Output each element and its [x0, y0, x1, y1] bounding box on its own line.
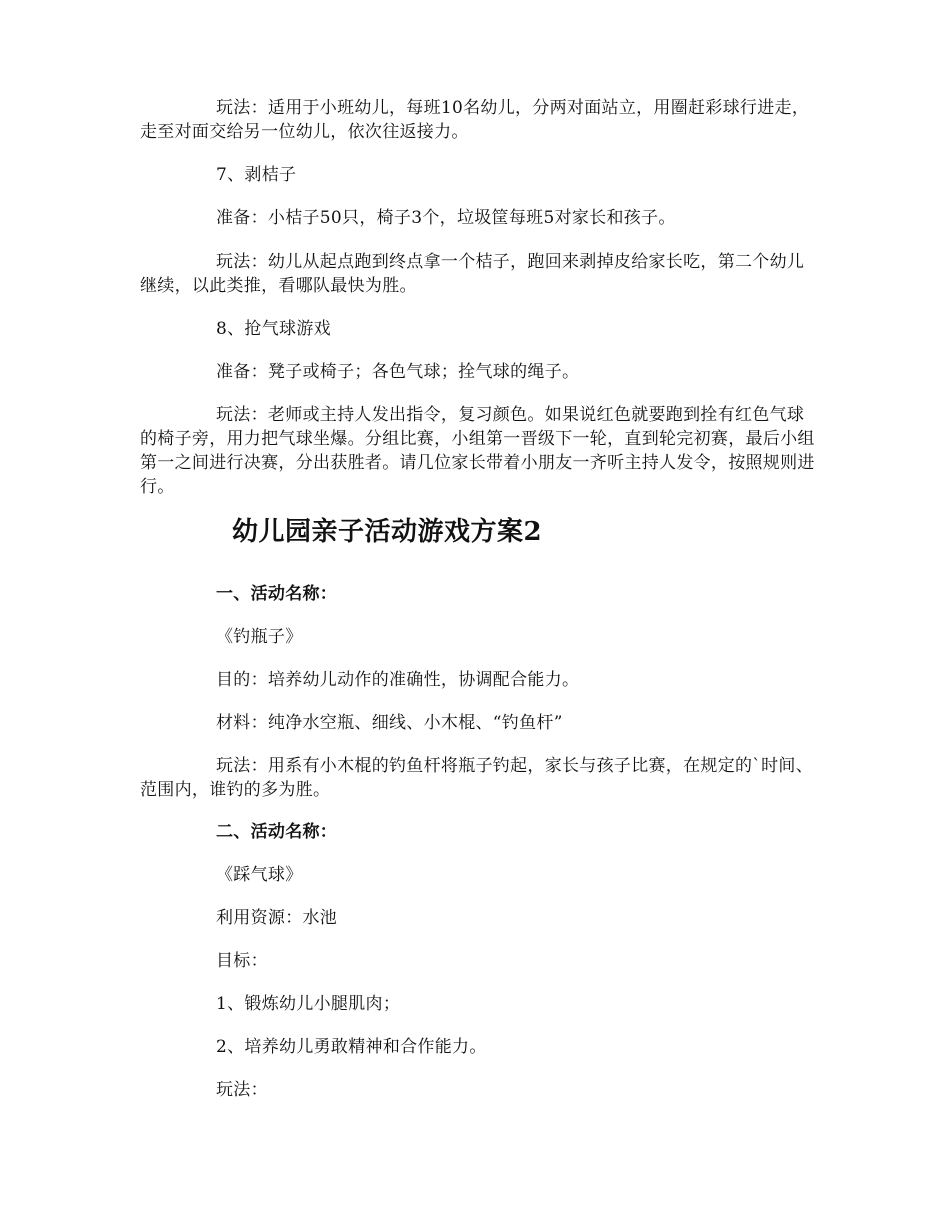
activity2-resource: 利用资源：水池: [216, 908, 338, 928]
section-title: 幼儿园亲子活动游戏方案2: [232, 517, 543, 547]
paragraph-relay-rules: 玩法：适用于小班幼儿，每班10名幼儿，分两对面站立，用圈赶彩球行进走，走至对面交给另一位幼儿，依次往返接力。: [140, 98, 810, 142]
paragraph-peel-orange-prep: 准备：小桔子50只，椅子3个，垃圾筐每班5对家长和孩子。: [216, 208, 676, 228]
activity2-rules-label: 玩法：: [216, 1080, 268, 1100]
activity2-target-1: 1、锻炼幼儿小腿肌肉；: [216, 994, 401, 1014]
paragraph-peel-orange-rules: 玩法：幼儿从起点跑到终点拿一个桔子，跑回来剥掉皮给家长吃，第二个幼儿继续，以此类推，看哪队最快为胜。: [140, 252, 805, 296]
paragraph-balloon-prep: 准备：凳子或椅子；各色气球；拴气球的绳子。: [216, 362, 580, 382]
activity1-name: 《钓瓶子》: [216, 627, 303, 647]
activity2-heading: 二、活动名称：: [216, 822, 338, 842]
activity2-target-label: 目标：: [216, 951, 268, 971]
activity2-target-2: 2、培养幼儿勇敢精神和合作能力。: [216, 1037, 487, 1057]
heading-balloon-game: 8、抢气球游戏: [216, 319, 331, 339]
activity2-name: 《踩气球》: [216, 865, 303, 885]
activity1-rules: 玩法：用系有小木棍的钓鱼杆将瓶子钓起，家长与孩子比赛，在规定的`时间、范围内，谁钓的多为胜。: [140, 756, 813, 800]
activity1-heading: 一、活动名称：: [216, 584, 338, 604]
activity1-material: 材料：纯净水空瓶、细线、小木棍、“钓鱼杆”: [216, 713, 563, 733]
paragraph-balloon-rules: 玩法：老师或主持人发出指令，复习颜色。如果说红色就要跑到拴有红色气球的椅子旁，用力把气球坐爆。分组比赛，小组第一晋级下一轮，直到轮完初赛，最后小组第一之间进行决赛，分出获胜者。请几位家长带着小朋友一齐听主持人发令，按照规则进行。: [140, 405, 815, 497]
activity1-goal: 目的：培养幼儿动作的准确性，协调配合能力。: [216, 670, 580, 690]
heading-peel-orange: 7、剥桔子: [216, 165, 297, 185]
